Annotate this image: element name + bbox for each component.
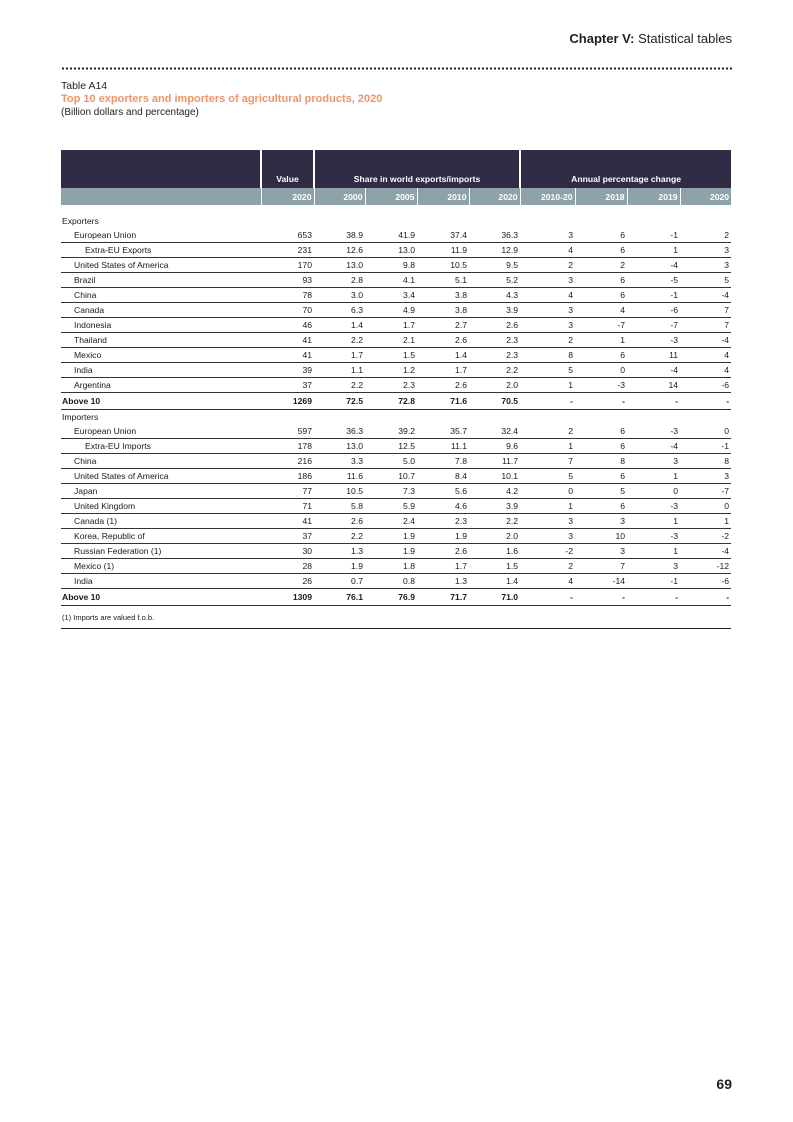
total-cell: 71.6 — [417, 393, 469, 410]
table-cell: 1.8 — [365, 559, 417, 574]
table-cell: 3 — [520, 514, 575, 529]
table-cell: 38.9 — [314, 228, 365, 243]
table-cell: 7.8 — [417, 454, 469, 469]
table-cell: 2 — [520, 258, 575, 273]
table-footnote: (1) Imports are valued f.o.b. — [61, 606, 731, 629]
table-cell: 2 — [520, 559, 575, 574]
chapter-title: Statistical tables — [638, 31, 732, 46]
table-cell: 4.1 — [365, 273, 417, 288]
table-cell: 3.3 — [314, 454, 365, 469]
header-change: Annual percentage change — [520, 150, 731, 188]
total-cell: - — [627, 393, 680, 410]
table-cell: 10.5 — [417, 258, 469, 273]
table-cell: 6 — [575, 469, 627, 484]
table-cell: 653 — [261, 228, 314, 243]
table-cell: 6 — [575, 499, 627, 514]
table-cell: 3 — [680, 243, 731, 258]
header-blank — [61, 150, 261, 188]
section-header — [61, 410, 731, 425]
table-subtitle: (Billion dollars and percentage) — [61, 107, 199, 118]
table-cell: 1.7 — [417, 363, 469, 378]
table-row — [61, 318, 731, 333]
total-label: Above 10 — [61, 393, 261, 410]
table-cell: 6 — [575, 273, 627, 288]
table-cell: -3 — [627, 499, 680, 514]
table-row — [61, 514, 731, 529]
table-cell: 14 — [627, 378, 680, 393]
table-cell: 0 — [575, 363, 627, 378]
table-cell: 2.2 — [314, 333, 365, 348]
row-label: Extra-EU Exports — [61, 243, 261, 258]
table-row — [61, 454, 731, 469]
table-cell: 3 — [627, 454, 680, 469]
table-cell: 32.4 — [469, 424, 520, 439]
table-cell: -7 — [680, 484, 731, 499]
table-cell: 1.4 — [469, 574, 520, 589]
table-cell: 37 — [261, 378, 314, 393]
table-cell: 2.2 — [314, 378, 365, 393]
table-cell: 8 — [575, 454, 627, 469]
table-cell: -6 — [680, 574, 731, 589]
table-cell: 1 — [575, 333, 627, 348]
table-cell: 3 — [575, 544, 627, 559]
table-cell: 3 — [575, 514, 627, 529]
table-cell: 0 — [520, 484, 575, 499]
table-cell: 4.3 — [469, 288, 520, 303]
table-number: Table A14 — [61, 80, 108, 92]
total-cell: - — [520, 393, 575, 410]
row-label: Mexico — [61, 348, 261, 363]
row-label: China — [61, 288, 261, 303]
table-cell: 6 — [575, 288, 627, 303]
total-cell: 76.1 — [314, 589, 365, 606]
table-cell: 41 — [261, 514, 314, 529]
table-cell: 2 — [575, 258, 627, 273]
table-cell: 1.5 — [365, 348, 417, 363]
table-cell: 597 — [261, 424, 314, 439]
chapter-header — [569, 31, 732, 46]
table-cell: 170 — [261, 258, 314, 273]
table-cell: 71 — [261, 499, 314, 514]
table-cell: 1.9 — [417, 529, 469, 544]
table-cell: 2.0 — [469, 378, 520, 393]
table-cell: -5 — [627, 273, 680, 288]
table-cell: -1 — [627, 228, 680, 243]
table-cell: -4 — [680, 544, 731, 559]
table-cell: 3 — [520, 529, 575, 544]
table-cell: -12 — [680, 559, 731, 574]
row-label: Thailand — [61, 333, 261, 348]
table-cell: -1 — [627, 288, 680, 303]
table-cell: 39.2 — [365, 424, 417, 439]
table-cell: 0 — [627, 484, 680, 499]
table-cell: 5 — [520, 469, 575, 484]
table-row — [61, 424, 731, 439]
section-header — [61, 214, 731, 228]
table-row — [61, 544, 731, 559]
table-cell: -4 — [627, 258, 680, 273]
table-cell: 5.8 — [314, 499, 365, 514]
table-row — [61, 363, 731, 378]
table-cell: 1.3 — [314, 544, 365, 559]
table-cell: 1.9 — [365, 544, 417, 559]
year-header: 2000 — [314, 188, 365, 205]
table-cell: 1.9 — [365, 529, 417, 544]
table-cell: 2.6 — [417, 378, 469, 393]
table-cell: 1 — [627, 544, 680, 559]
table-cell: 231 — [261, 243, 314, 258]
table-row — [61, 439, 731, 454]
table-cell: 5 — [680, 273, 731, 288]
table-cell: 5.9 — [365, 499, 417, 514]
table-cell: 1 — [627, 514, 680, 529]
table-cell: 46 — [261, 318, 314, 333]
total-cell: 72.8 — [365, 393, 417, 410]
table-cell: 2 — [520, 424, 575, 439]
table-cell: 4 — [680, 348, 731, 363]
table-cell: 5 — [575, 484, 627, 499]
table-cell: -6 — [680, 378, 731, 393]
row-label: Extra-EU Imports — [61, 439, 261, 454]
table-cell: 1.4 — [417, 348, 469, 363]
table-cell: 11.7 — [469, 454, 520, 469]
total-cell: 72.5 — [314, 393, 365, 410]
table-cell: 9.5 — [469, 258, 520, 273]
table-cell: 2.1 — [365, 333, 417, 348]
total-row — [61, 393, 731, 410]
table-cell: -3 — [575, 378, 627, 393]
table-cell: 2.3 — [469, 333, 520, 348]
table-cell: 4 — [680, 363, 731, 378]
table-cell: 4 — [575, 303, 627, 318]
year-header: 2020 — [261, 188, 314, 205]
row-label: Brazil — [61, 273, 261, 288]
total-cell: 1269 — [261, 393, 314, 410]
table-cell: 10.1 — [469, 469, 520, 484]
table-cell: 41 — [261, 348, 314, 363]
table-cell: 8 — [680, 454, 731, 469]
table-cell: 1.2 — [365, 363, 417, 378]
year-header: 2010-20 — [520, 188, 575, 205]
table-cell: 1 — [627, 243, 680, 258]
table-cell: -14 — [575, 574, 627, 589]
table-cell: 10 — [575, 529, 627, 544]
total-cell: 70.5 — [469, 393, 520, 410]
table-cell: 10.7 — [365, 469, 417, 484]
table-cell: 7 — [680, 318, 731, 333]
table-cell: 0.8 — [365, 574, 417, 589]
table-row — [61, 303, 731, 318]
row-label: Japan — [61, 484, 261, 499]
table-cell: 1 — [520, 439, 575, 454]
table-cell: 4 — [520, 288, 575, 303]
table-cell: 1.7 — [314, 348, 365, 363]
table-row — [61, 559, 731, 574]
total-cell: 71.0 — [469, 589, 520, 606]
table-cell: 37 — [261, 529, 314, 544]
row-label: Indonesia — [61, 318, 261, 333]
table-cell: -1 — [680, 439, 731, 454]
table-cell: 70 — [261, 303, 314, 318]
table-row — [61, 273, 731, 288]
table-row — [61, 348, 731, 363]
table-cell: 13.0 — [365, 243, 417, 258]
table-row — [61, 529, 731, 544]
table-cell: 3 — [520, 228, 575, 243]
row-label: Russian Federation (1) — [61, 544, 261, 559]
table-cell: 1.9 — [314, 559, 365, 574]
table-row — [61, 378, 731, 393]
row-label: European Union — [61, 228, 261, 243]
table-cell: -2 — [680, 529, 731, 544]
table-cell: 2.3 — [365, 378, 417, 393]
year-header: 2019 — [627, 188, 680, 205]
table-cell: 11.1 — [417, 439, 469, 454]
row-label: United States of America — [61, 258, 261, 273]
table-cell: 9.8 — [365, 258, 417, 273]
row-label: Canada — [61, 303, 261, 318]
section-label: Importers — [62, 412, 99, 422]
row-label: United Kingdom — [61, 499, 261, 514]
table-cell: 3 — [520, 303, 575, 318]
table-cell: 2.2 — [469, 514, 520, 529]
total-cell: 71.7 — [417, 589, 469, 606]
year-header: 2018 — [575, 188, 627, 205]
total-cell: 1309 — [261, 589, 314, 606]
table-cell: 8 — [520, 348, 575, 363]
table-cell: 5.2 — [469, 273, 520, 288]
table-cell: 41.9 — [365, 228, 417, 243]
chapter-label: Chapter V: — [569, 31, 635, 46]
table-cell: 10.5 — [314, 484, 365, 499]
table-cell: 1.3 — [417, 574, 469, 589]
table-cell: 9.6 — [469, 439, 520, 454]
table-cell: -3 — [627, 333, 680, 348]
table-cell: 6 — [575, 228, 627, 243]
dotted-divider — [61, 67, 733, 70]
table-cell: 2.4 — [365, 514, 417, 529]
table-cell: 11.9 — [417, 243, 469, 258]
table-cell: 2.3 — [469, 348, 520, 363]
table-cell: 3 — [520, 318, 575, 333]
table-cell: 216 — [261, 454, 314, 469]
table-cell: 1 — [680, 514, 731, 529]
table-row — [61, 288, 731, 303]
table-cell: 4.6 — [417, 499, 469, 514]
table-cell: -3 — [627, 529, 680, 544]
row-label: Mexico (1) — [61, 559, 261, 574]
table-cell: -7 — [575, 318, 627, 333]
table-cell: 1.1 — [314, 363, 365, 378]
table-cell: 5 — [520, 363, 575, 378]
table-row — [61, 574, 731, 589]
row-label: United States of America — [61, 469, 261, 484]
table-row — [61, 258, 731, 273]
total-label: Above 10 — [61, 589, 261, 606]
row-label: Korea, Republic of — [61, 529, 261, 544]
table-cell: 7 — [575, 559, 627, 574]
table-cell: 3 — [627, 559, 680, 574]
total-cell: - — [575, 589, 627, 606]
table-cell: 12.9 — [469, 243, 520, 258]
table-cell: 4.9 — [365, 303, 417, 318]
table-cell: 5.6 — [417, 484, 469, 499]
table-cell: 7 — [520, 454, 575, 469]
table-cell: 1.7 — [417, 559, 469, 574]
table-cell: 1.6 — [469, 544, 520, 559]
table-cell: -3 — [627, 424, 680, 439]
table-cell: 77 — [261, 484, 314, 499]
table-cell: 0 — [680, 499, 731, 514]
table-cell: 3.4 — [365, 288, 417, 303]
table-cell: 6 — [575, 348, 627, 363]
year-header: 2005 — [365, 188, 417, 205]
page-number: 69 — [716, 1076, 732, 1092]
row-label: European Union — [61, 424, 261, 439]
table-row — [61, 469, 731, 484]
table-cell: 0.7 — [314, 574, 365, 589]
table-cell: 93 — [261, 273, 314, 288]
table-cell: -4 — [627, 363, 680, 378]
table-cell: -1 — [627, 574, 680, 589]
total-cell: - — [520, 589, 575, 606]
table-cell: 186 — [261, 469, 314, 484]
table-cell: 3 — [520, 273, 575, 288]
table-cell: 6.3 — [314, 303, 365, 318]
table-cell: 2.6 — [469, 318, 520, 333]
total-cell: 76.9 — [365, 589, 417, 606]
table-cell: 12.6 — [314, 243, 365, 258]
total-cell: - — [680, 589, 731, 606]
total-cell: - — [575, 393, 627, 410]
total-row — [61, 589, 731, 606]
table-row — [61, 243, 731, 258]
table-cell: 8.4 — [417, 469, 469, 484]
row-label: India — [61, 574, 261, 589]
table-cell: 4 — [520, 574, 575, 589]
table-cell: 2.0 — [469, 529, 520, 544]
table-cell: 78 — [261, 288, 314, 303]
table-cell: 2.6 — [314, 514, 365, 529]
table-cell: 39 — [261, 363, 314, 378]
table-cell: 6 — [575, 424, 627, 439]
table-cell: 37.4 — [417, 228, 469, 243]
table-cell: 36.3 — [469, 228, 520, 243]
table-cell: 2 — [680, 228, 731, 243]
table-cell: 1.5 — [469, 559, 520, 574]
table-cell: 35.7 — [417, 424, 469, 439]
table-cell: 3.8 — [417, 303, 469, 318]
table-cell: 3 — [680, 258, 731, 273]
row-label: Canada (1) — [61, 514, 261, 529]
header-value: Value — [261, 150, 314, 188]
table-cell: 26 — [261, 574, 314, 589]
table-cell: -7 — [627, 318, 680, 333]
table-title: Top 10 exporters and importers of agricultural products, 2020 — [61, 93, 383, 105]
header-share: Share in world exports/imports — [314, 150, 520, 188]
table-cell: 3.0 — [314, 288, 365, 303]
table-cell: 2.6 — [417, 333, 469, 348]
table-cell: -4 — [680, 288, 731, 303]
table-cell: 4.2 — [469, 484, 520, 499]
row-label: India — [61, 363, 261, 378]
table-cell: 7 — [680, 303, 731, 318]
table-cell: 1 — [520, 499, 575, 514]
row-label: Argentina — [61, 378, 261, 393]
table-cell: 7.3 — [365, 484, 417, 499]
table-cell: 5.1 — [417, 273, 469, 288]
table-cell: 3.9 — [469, 303, 520, 318]
table-cell: 2.2 — [469, 363, 520, 378]
table-cell: 0 — [680, 424, 731, 439]
table-cell: -6 — [627, 303, 680, 318]
table-cell: 11 — [627, 348, 680, 363]
year-header-blank — [61, 188, 261, 205]
table-row — [61, 333, 731, 348]
total-cell: - — [680, 393, 731, 410]
table-cell: 41 — [261, 333, 314, 348]
section-label: Exporters — [62, 216, 99, 226]
table-cell: -4 — [680, 333, 731, 348]
table-cell: 1 — [520, 378, 575, 393]
year-header: 2010 — [417, 188, 469, 205]
table-cell: 6 — [575, 243, 627, 258]
table-cell: 11.6 — [314, 469, 365, 484]
table-cell: 178 — [261, 439, 314, 454]
table-cell: -4 — [627, 439, 680, 454]
table-cell: 13.0 — [314, 439, 365, 454]
table-cell: 5.0 — [365, 454, 417, 469]
table-cell: 2 — [520, 333, 575, 348]
table-cell: 3.9 — [469, 499, 520, 514]
statistics-table — [61, 150, 731, 629]
table-cell: 3 — [680, 469, 731, 484]
table-row — [61, 499, 731, 514]
year-header: 2020 — [469, 188, 520, 205]
table-cell: 4 — [520, 243, 575, 258]
table-cell: 13.0 — [314, 258, 365, 273]
year-header: 2020 — [680, 188, 731, 205]
table-cell: 36.3 — [314, 424, 365, 439]
table-row — [61, 484, 731, 499]
table-cell: 6 — [575, 439, 627, 454]
row-label: China — [61, 454, 261, 469]
table-cell: 30 — [261, 544, 314, 559]
table-cell: 1.4 — [314, 318, 365, 333]
table-cell: 2.2 — [314, 529, 365, 544]
total-cell: - — [627, 589, 680, 606]
table-cell: 2.7 — [417, 318, 469, 333]
table-cell: 2.8 — [314, 273, 365, 288]
table-row — [61, 228, 731, 243]
table-cell: 2.6 — [417, 544, 469, 559]
table-cell: 1.7 — [365, 318, 417, 333]
table-cell: -2 — [520, 544, 575, 559]
table-cell: 12.5 — [365, 439, 417, 454]
table-cell: 3.8 — [417, 288, 469, 303]
table-cell: 2.3 — [417, 514, 469, 529]
table-cell: 1 — [627, 469, 680, 484]
table-cell: 28 — [261, 559, 314, 574]
